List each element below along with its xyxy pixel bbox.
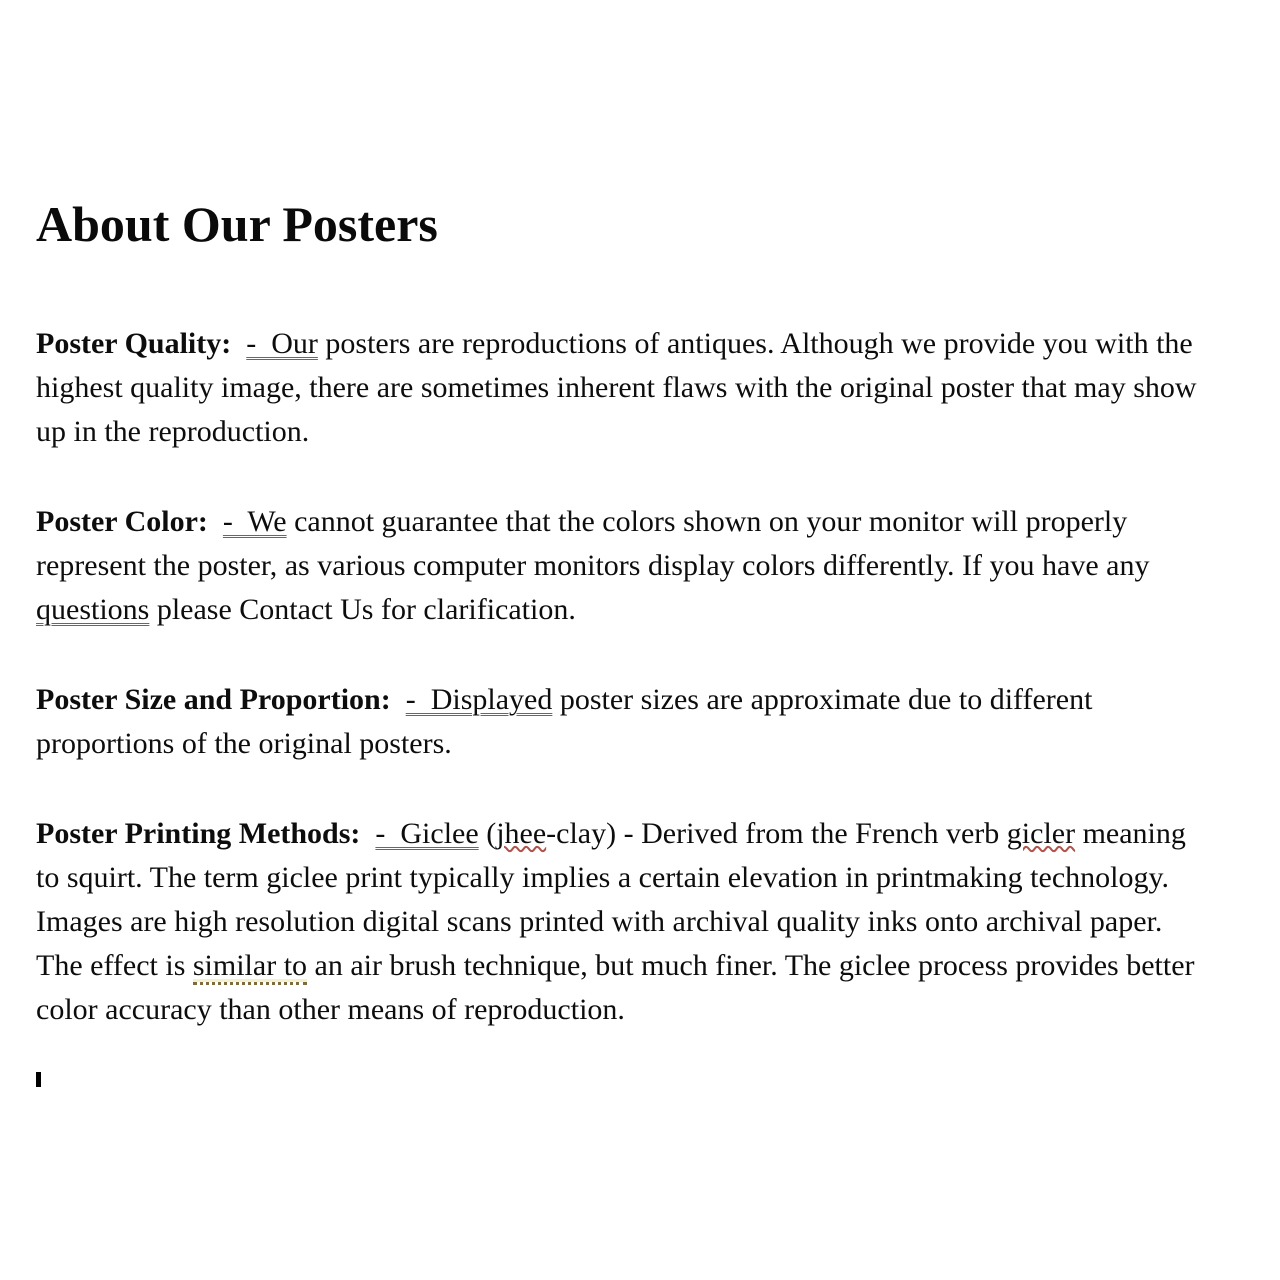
double-underlined-text: - Our	[246, 326, 318, 360]
double-underlined-text: questions	[36, 592, 150, 626]
document-body	[36, 322, 1210, 1032]
grammar-flagged-phrase: similar to	[193, 949, 307, 985]
text-run: poster sizes are approximate due to different proportions of the original posters.	[36, 682, 1093, 760]
text-run: cannot guarantee that the colors shown on your monitor will properly represent the poster, as various computer monitors display colors differently. If you have any	[36, 504, 1150, 582]
paragraph	[36, 500, 1210, 632]
text-run: an air brush technique, but much finer. The giclee process provides better color accuracy than other means of reproduction.	[36, 948, 1195, 1026]
double-underlined-text: - Displayed	[405, 682, 553, 716]
text-run: (	[478, 816, 497, 850]
page-title: About Our Posters	[36, 196, 438, 252]
caret-mark	[36, 1072, 41, 1087]
spellcheck-flagged-word: gicler	[1006, 816, 1076, 850]
text-run	[360, 817, 375, 850]
paragraph	[36, 812, 1210, 1032]
double-underlined-text: - We	[222, 504, 287, 538]
text-run	[391, 683, 406, 716]
lead-in-label: Poster Printing Methods:	[36, 816, 361, 850]
text-run: -clay) - Derived from the French verb	[546, 816, 1007, 850]
lead-in-label: Poster Color:	[36, 504, 208, 538]
paragraph	[36, 322, 1210, 454]
paragraph	[36, 678, 1210, 766]
text-run: posters are reproductions of antiques. Although we provide you with the highest quality image, there are sometimes inherent flaws with the original poster that may show up in the reproduction.	[36, 326, 1197, 448]
lead-in-label: Poster Quality:	[36, 326, 232, 360]
text-run: meaning to squirt. The term giclee print typically implies a certain elevation in printmaking technology. Images are high resolution digital scans printed with archival quality inks onto archival paper. The effect is	[36, 816, 1186, 982]
lead-in-label: Poster Size and Proportion:	[36, 682, 391, 716]
text-run	[208, 505, 223, 538]
spellcheck-flagged-word: jhee	[496, 816, 547, 850]
double-underlined-text: - Giclee	[375, 816, 479, 850]
text-run: please Contact Us for clarification.	[149, 592, 576, 626]
text-run	[231, 327, 246, 360]
